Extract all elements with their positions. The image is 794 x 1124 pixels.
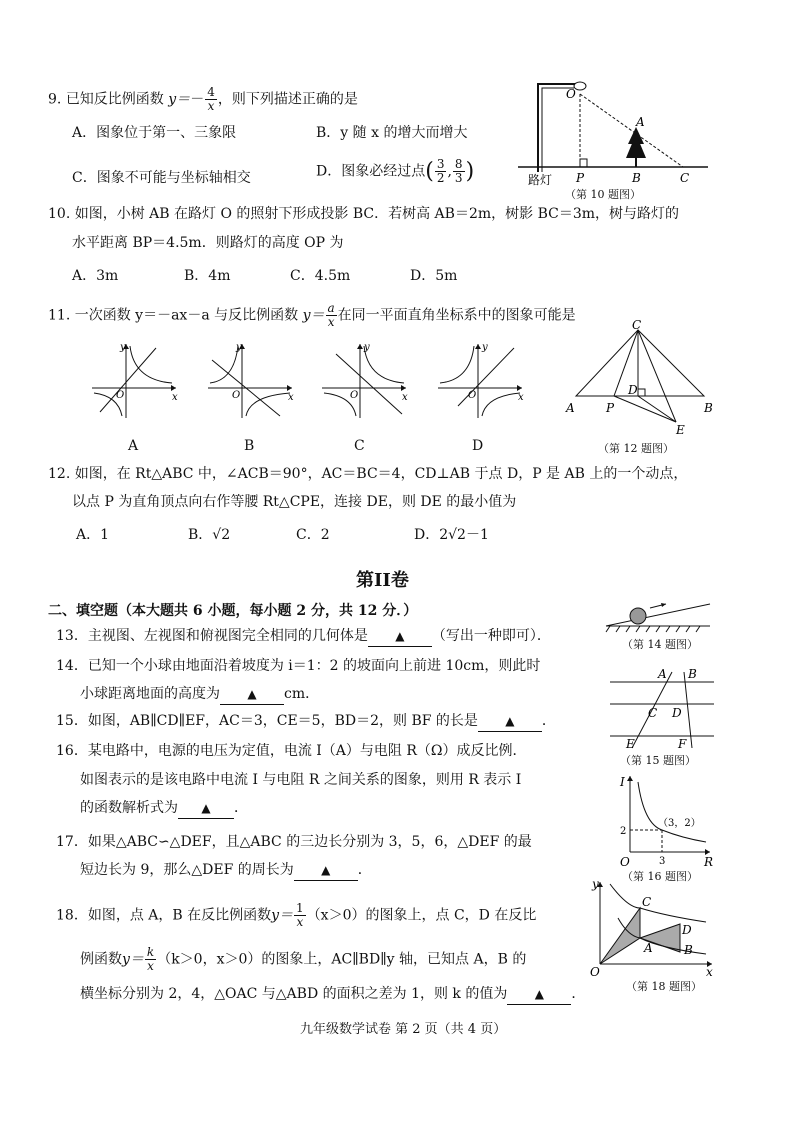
q10-option-d: D．5m — [410, 268, 458, 284]
figure-14-caption: （第 14 题图） — [622, 638, 698, 651]
q11-stem: 11. 一次函数 y＝－ax－a 与反比例函数 y＝ $\frac{a}{x}$ 在同一平面直角坐标系中的图象可能是 — [48, 301, 576, 329]
figure-16-caption: （第 16 题图） — [622, 870, 698, 883]
figure-18 — [588, 878, 718, 978]
svg-text:C: C — [680, 171, 690, 185]
svg-text:2: 2 — [620, 826, 627, 837]
q12-option-c: C．2 — [296, 527, 330, 543]
svg-text:B: B — [688, 667, 697, 681]
figure-18-caption: （第 18 题图） — [626, 980, 702, 993]
figure-14 — [604, 596, 714, 634]
q12-option-b: B．√2 — [188, 527, 231, 543]
svg-text:A: A — [658, 667, 667, 681]
svg-text:P: P — [576, 171, 585, 185]
svg-text:B: B — [704, 401, 713, 415]
svg-text:y: y — [592, 878, 599, 891]
figure-10 — [518, 72, 714, 192]
svg-text:x: x — [518, 392, 524, 403]
q10-option-a: A．3m — [72, 268, 119, 284]
q11-label-d: D — [472, 438, 484, 454]
svg-text:F: F — [678, 737, 687, 750]
q16-line-1: 16．某电路中，电源的电压为定值，电流 I（A）与电阻 R（Ω）成反比例． — [56, 743, 527, 759]
q9-option-b: B．y 随 x 的增大而增大 — [316, 125, 468, 141]
q11-graph-b — [204, 340, 296, 420]
svg-text:O: O — [232, 390, 241, 401]
figure-10-caption: （第 10 题图） — [565, 188, 641, 201]
svg-text:P: P — [606, 401, 615, 415]
q10-line-1: 10. 如图，小树 AB 在路灯 O 的照射下形成投影 BC．若树高 AB＝2m，树影 BC＝3m，树与路灯的 — [48, 206, 680, 222]
q10-option-c: C．4.5m — [290, 268, 351, 284]
q12-option-d: D．2√2－1 — [414, 527, 489, 543]
q9-option-a: A．图象位于第一、三象限 — [72, 125, 237, 141]
svg-text:x: x — [402, 392, 408, 403]
q11-graph-c — [318, 340, 410, 420]
q11-label-c: C — [354, 438, 365, 454]
svg-text:I: I — [620, 775, 625, 789]
svg-text:B: B — [632, 171, 641, 185]
svg-text:R: R — [704, 855, 714, 868]
q17-line-1: 17．如果△ABC∽△DEF，且△ABC 的三边长分别为 3，5，6，△DEF 的最 — [56, 834, 532, 850]
svg-text:x: x — [288, 392, 294, 403]
q14-line-2: 小球距离地面的高度为 ▲ cm． — [80, 684, 319, 705]
svg-text:y: y — [236, 342, 242, 353]
svg-text:O: O — [350, 390, 359, 401]
svg-text:C: C — [648, 706, 658, 720]
svg-text:O: O — [566, 87, 576, 101]
q17-line-2: 短边长为 9，那么△DEF 的周长为 ▲ ． — [80, 860, 372, 881]
svg-text:A: A — [566, 401, 575, 415]
figure-15 — [610, 664, 716, 750]
q11-label-b: B — [244, 438, 255, 454]
q10-option-b: B．4m — [184, 268, 231, 284]
svg-text:E: E — [676, 423, 685, 437]
svg-text:O: O — [468, 390, 477, 401]
svg-text:C: C — [642, 895, 652, 909]
svg-text:3: 3 — [659, 856, 666, 867]
svg-text:y: y — [482, 342, 488, 353]
q11-graph-d — [434, 340, 526, 420]
svg-text:B: B — [684, 943, 693, 957]
figure-12 — [562, 318, 722, 438]
svg-text:D: D — [682, 923, 692, 937]
q12-option-a: A．1 — [76, 527, 110, 543]
q18-line-3: 横坐标分别为 2，4，△OAC 与△ABD 的面积之差为 1，则 k 的值为 ▲ ． — [80, 984, 585, 1005]
svg-text:x: x — [172, 392, 178, 403]
figure-12-caption: （第 12 题图） — [598, 442, 674, 455]
svg-text:O: O — [116, 390, 125, 401]
svg-text:y: y — [120, 342, 126, 353]
q18-line-2: 例函数y＝ $\frac{k}{x}$ （k＞0，x＞0）的图象上，AC∥BD∥y 轴，已知点 A，B 的 — [80, 945, 527, 973]
svg-text:A: A — [644, 941, 653, 955]
page-footer: 九年级数学试卷 第 2 页（共 4 页） — [300, 1022, 507, 1037]
q12-line-2: 以点 P 为直角顶点向右作等腰 Rt△CPE，连接 DE，则 DE 的最小值为 — [72, 494, 517, 510]
q12-line-1: 12. 如图，在 Rt△ABC 中，∠ACB＝90°，AC＝BC＝4，CD⊥AB 于点 D，P 是 AB 上的一个动点， — [48, 466, 688, 482]
q10-line-2: 水平距离 BP＝4.5m．则路灯的高度 OP 为 — [72, 235, 344, 251]
svg-text:D: D — [672, 706, 682, 720]
svg-text:A: A — [636, 115, 645, 129]
section-2-title: 第II卷 — [356, 570, 409, 591]
svg-text:O: O — [620, 855, 630, 868]
svg-text:C: C — [632, 318, 642, 332]
svg-text:y: y — [364, 342, 370, 353]
q18-line-1: 18．如图，点 A，B 在反比例函数y＝ $\frac{1}{x}$ （x＞0）的图象上，点 C，D 在反比 — [56, 901, 537, 929]
fill-in-header: 二、填空题（本大题共 6 小题，每小题 2 分，共 12 分．） — [48, 603, 418, 619]
q9-option-c: C．图象不可能与坐标轴相交 — [72, 170, 251, 186]
svg-text:x: x — [706, 965, 713, 978]
fraction-4-over-x: $\frac{4}{x}$ — [207, 85, 215, 113]
q15: 15．如图，AB∥CD∥EF，AC＝3，CE＝5，BD＝2，则 BF 的长是 ▲ ． — [56, 711, 556, 732]
q16-line-2: 如图表示的是该电路中电流 I 与电阻 R 之间关系的图象，则用 R 表示 I — [80, 772, 522, 788]
q16-line-3: 的函数解析式为 ▲ ． — [80, 798, 248, 819]
svg-text:D: D — [628, 383, 638, 397]
svg-text:（3，2）: （3，2） — [658, 818, 701, 829]
q13: 13．主视图、左视图和俯视图完全相同的几何体是 ▲ （写出一种即可）． — [56, 626, 551, 647]
svg-text:路灯: 路灯 — [528, 173, 553, 187]
q11-graph-a — [88, 340, 180, 420]
q9-option-d: D．图象必经过点( $\frac{3}{2}$ , $\frac{8}{3}$ ) — [316, 157, 475, 185]
svg-text:O: O — [590, 965, 600, 978]
svg-text:E: E — [626, 737, 635, 750]
q11-label-a: A — [128, 438, 139, 454]
q9-stem: 9. 已知反比例函数 y＝－ $\frac{4}{x}$ ，则下列描述正确的是 — [48, 85, 358, 113]
figure-15-caption: （第 15 题图） — [620, 754, 696, 767]
q14-line-1: 14．已知一个小球由地面沿着坡度为 i＝1：2 的坡面向上前进 10cm，则此时 — [56, 658, 541, 674]
figure-16 — [616, 772, 716, 868]
